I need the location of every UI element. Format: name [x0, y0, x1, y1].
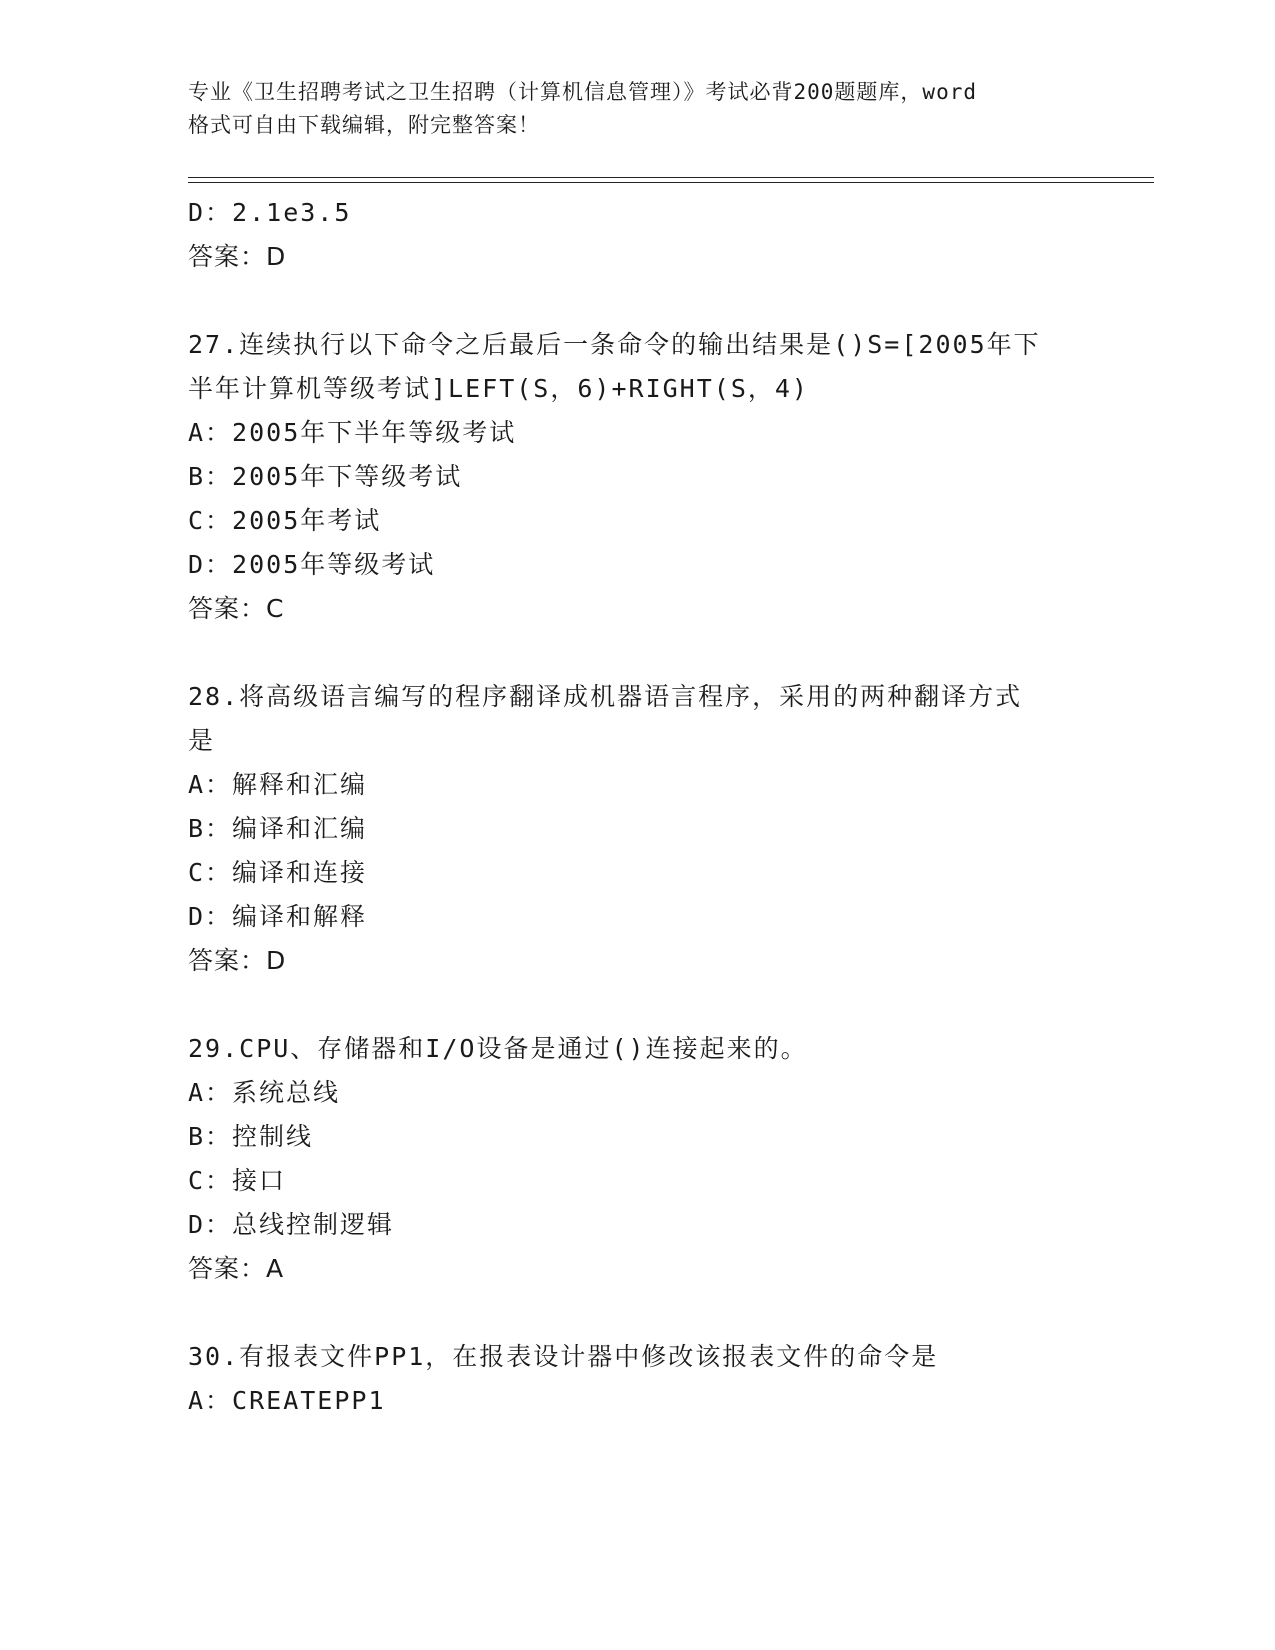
header-line-2: 格式可自由下载编辑，附完整答案！ [188, 113, 540, 137]
option-d: D：总线控制逻辑 [188, 1210, 395, 1239]
question-stem: 28.将高级语言编写的程序翻译成机器语言程序，采用的两种翻译方式 [188, 682, 1023, 711]
header-rule-bottom [188, 182, 1154, 183]
question-stem: 是 [188, 726, 216, 755]
option-a: A：2005年下半年等级考试 [188, 418, 517, 447]
answer: 答案：D [188, 946, 287, 975]
question-stem: 29.CPU、存储器和I/O设备是通过()连接起来的。 [188, 1034, 808, 1063]
header-line-1: 专业《卫生招聘考试之卫生招聘（计算机信息管理）》考试必背200题题库，word [188, 80, 977, 104]
option-c: C：接口 [188, 1166, 287, 1195]
question-stem: 半年计算机等级考试]LEFT(S，6)+RIGHT(S，4) [188, 374, 809, 403]
option-d: D：2005年等级考试 [188, 550, 436, 579]
option-d: D：2.1e3.5 [188, 198, 352, 227]
option-b: B：2005年下等级考试 [188, 462, 463, 491]
answer: 答案：A [188, 1254, 285, 1283]
question-stem: 30.有报表文件PP1，在报表设计器中修改该报表文件的命令是 [188, 1342, 939, 1371]
answer: 答案：D [188, 242, 287, 271]
option-b: B：控制线 [188, 1122, 314, 1151]
option-c: C：2005年考试 [188, 506, 382, 535]
document-header [188, 76, 1088, 142]
option-a: A：解释和汇编 [188, 770, 368, 799]
answer: 答案：C [188, 594, 285, 623]
option-c: C：编译和连接 [188, 858, 368, 887]
question-stem: 27.连续执行以下命令之后最后一条命令的输出结果是()S=[2005年下 [188, 330, 1041, 359]
option-d: D：编译和解释 [188, 902, 368, 931]
header-rule-top [188, 177, 1154, 178]
option-a: A：CREATEPP1 [188, 1386, 386, 1415]
option-b: B：编译和汇编 [188, 814, 368, 843]
option-a: A：系统总线 [188, 1078, 341, 1107]
